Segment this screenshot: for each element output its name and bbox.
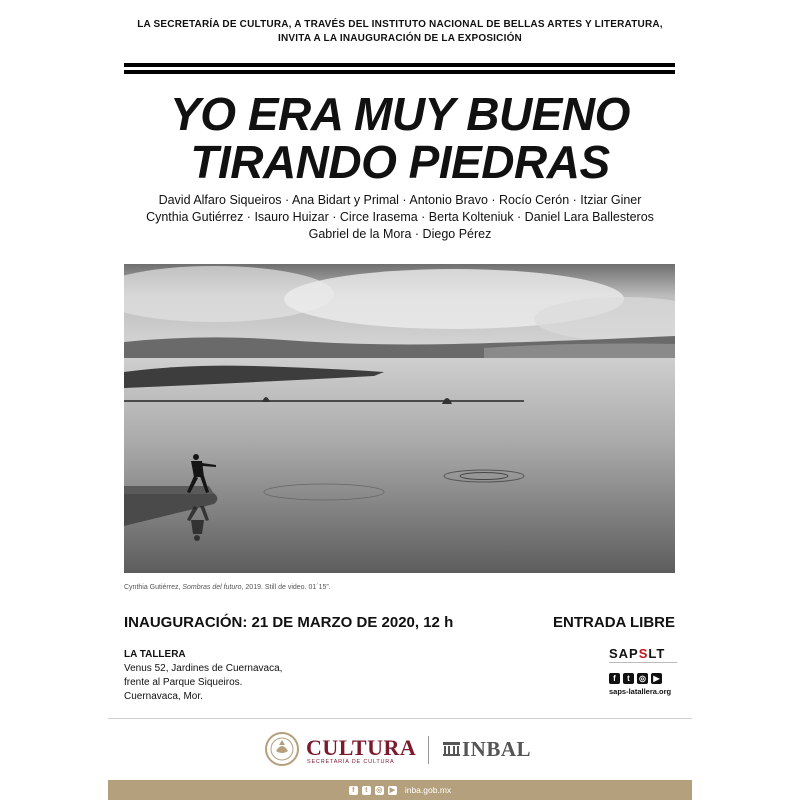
venue-info xyxy=(124,648,282,704)
footer-divider xyxy=(108,718,692,719)
sapslt-logo-subline xyxy=(609,662,677,667)
top-rule-thick xyxy=(124,63,675,67)
sapslt-logo-part-3: LT xyxy=(648,646,666,661)
inbal-building-icon xyxy=(443,742,460,756)
sapslt-website[interactable]: saps-latallera.org xyxy=(609,687,672,696)
instagram-icon[interactable]: ◎ xyxy=(376,786,383,794)
twitter-icon[interactable]: t xyxy=(623,673,634,684)
exhibition-photo xyxy=(124,264,675,573)
venue-address-line-3: Cuernavaca, Mor. xyxy=(124,691,203,702)
bottom-bar xyxy=(108,780,692,800)
cultura-logo-text: CULTURA xyxy=(306,735,417,760)
twitter-icon[interactable]: t xyxy=(362,786,371,795)
youtube-icon[interactable]: ▶ xyxy=(389,786,396,794)
logo-divider xyxy=(428,736,429,764)
sapslt-social-icons xyxy=(609,673,677,684)
photo-caption xyxy=(124,584,331,591)
sapslt-block xyxy=(609,646,677,696)
caption-work-title: Sombras del futuro xyxy=(182,584,242,591)
sapslt-logo-part-2: S xyxy=(638,646,649,661)
artists-line-1: David Alfaro Siqueiros · Ana Bidart y Primal · Antonio Bravo · Rocío Cerón · Itziar Giner xyxy=(158,193,642,207)
inba-website[interactable]: inba.gob.mx xyxy=(404,785,452,795)
venue-address-line-1: Venus 52, Jardines de Cuernavaca, xyxy=(124,663,283,674)
inbal-logo-text: INBAL xyxy=(462,737,532,761)
exhibition-title xyxy=(100,90,700,186)
venue-address-line-2: frente al Parque Siqueiros. xyxy=(124,677,243,688)
lake-scene-image xyxy=(124,264,675,573)
invitation-header xyxy=(110,18,690,46)
invitation-line-2: INVITA A LA INAUGURACIÓN DE LA EXPOSICIÓN xyxy=(278,33,522,44)
sapslt-logo xyxy=(609,646,677,661)
sapslt-logo-part-1: SAP xyxy=(609,646,639,661)
instagram-icon[interactable]: ◎ xyxy=(637,673,648,684)
artist-list xyxy=(100,192,700,243)
facebook-icon[interactable]: f xyxy=(609,673,620,684)
top-rule-second xyxy=(124,70,675,74)
youtube-icon[interactable]: ▶ xyxy=(651,673,662,684)
inauguration-date: INAUGURACIÓN: 21 DE MARZO DE 2020, 12 h xyxy=(124,614,454,631)
invitation-line-1: LA SECRETARÍA DE CULTURA, A TRAVÉS DEL INSTITUTO NACIONAL DE BELLAS ARTES Y LITERATURA, xyxy=(137,19,663,30)
caption-details: , 2019. Still de video. 01´15”. xyxy=(241,584,331,591)
mexico-emblem-icon xyxy=(264,731,300,767)
free-entry-label: ENTRADA LIBRE xyxy=(553,614,675,631)
title-line-1: YO ERA MUY BUENO xyxy=(170,88,630,140)
caption-author: Cynthia Gutiérrez, xyxy=(124,584,183,591)
venue-name: LA TALLERA xyxy=(124,649,186,660)
title-line-2: TIRANDO PIEDRAS xyxy=(190,136,610,188)
facebook-icon[interactable]: f xyxy=(349,786,358,795)
cultura-logo-subtitle: SECRETARÍA DE CULTURA xyxy=(307,759,395,765)
artists-line-3: Gabriel de la Mora · Diego Pérez xyxy=(308,227,492,241)
artists-line-2: Cynthia Gutiérrez · Isauro Huizar · Circe Irasema · Berta Kolteniuk · Daniel Lara Ballesteros xyxy=(146,210,654,224)
